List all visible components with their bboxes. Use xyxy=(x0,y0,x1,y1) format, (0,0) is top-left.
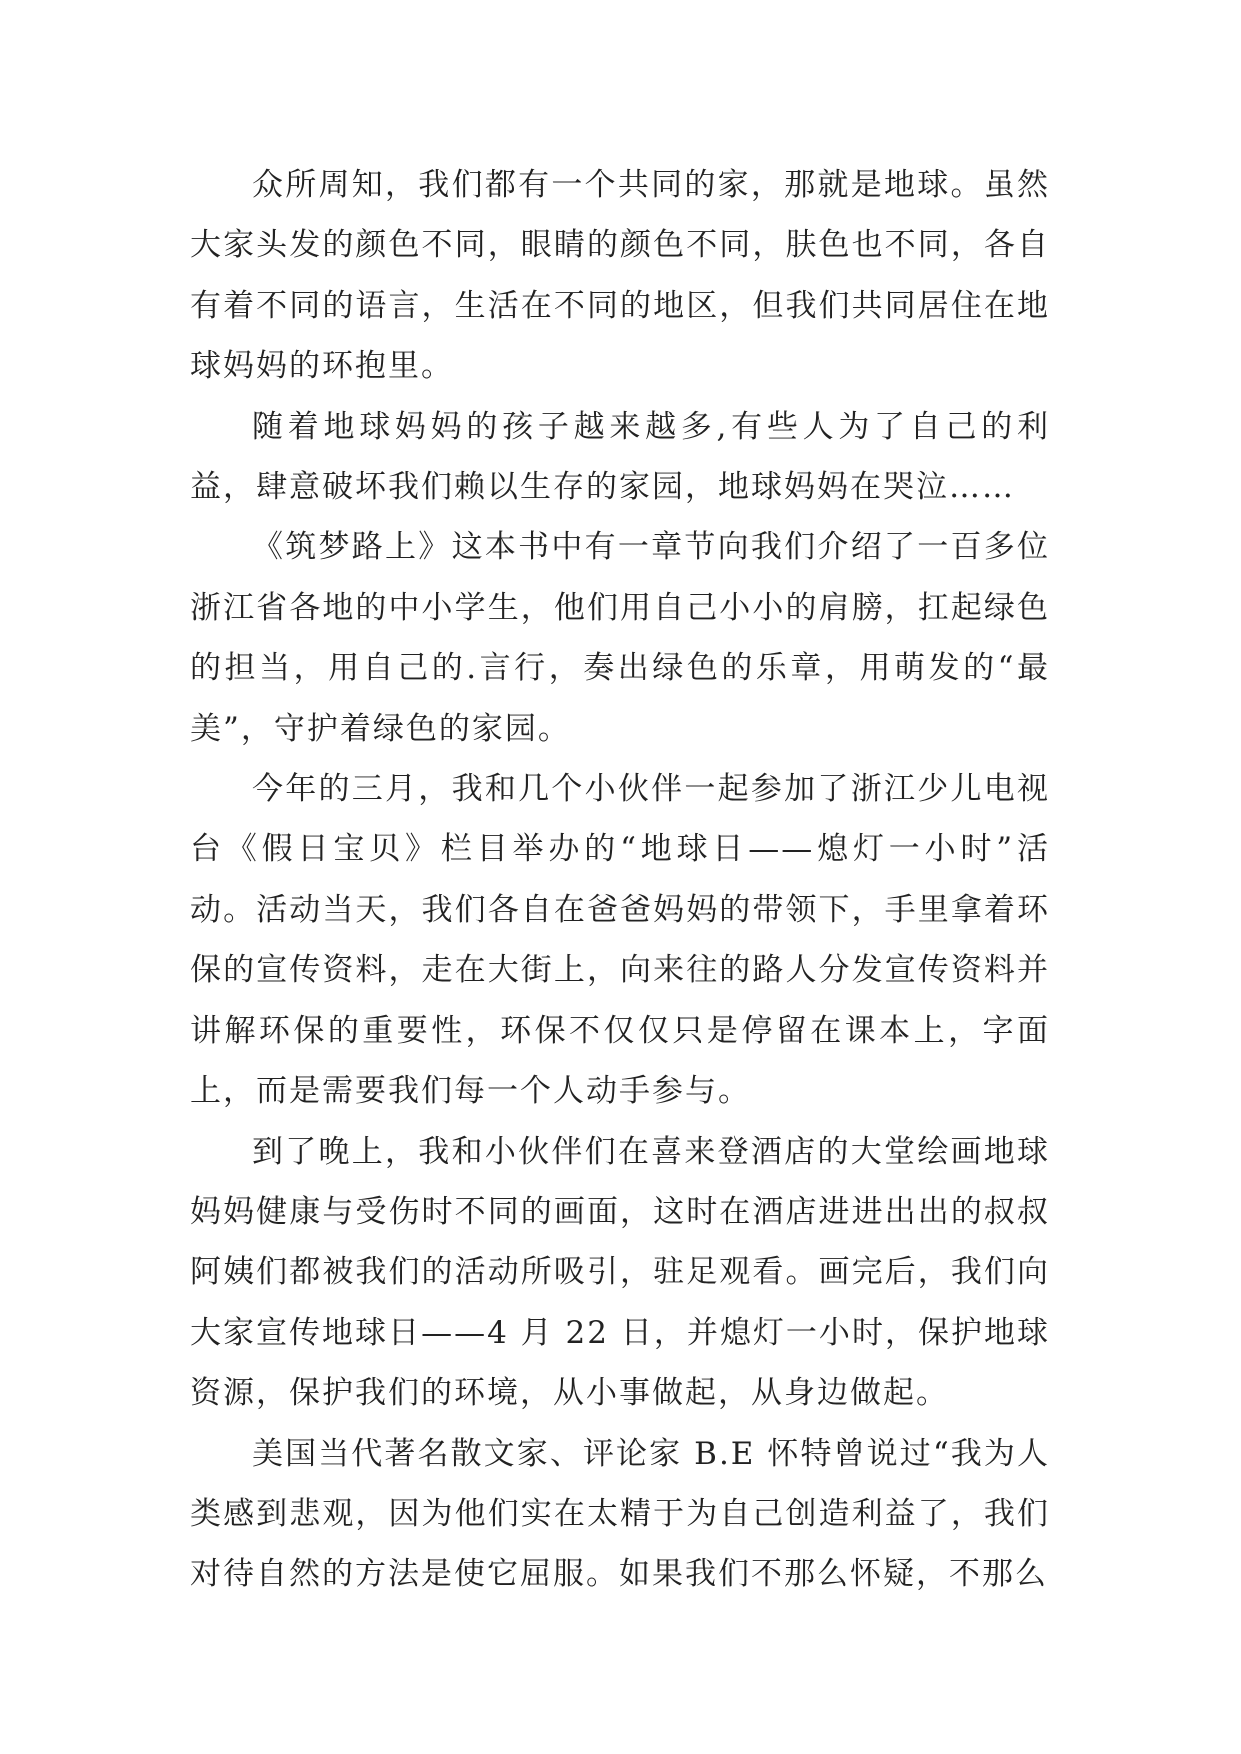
paragraph: 随着地球妈妈的孩子越来越多,有些人为了自己的利益，肆意破坏我们赖以生存的家园，地球妈妈在哭泣…… xyxy=(190,408,1050,506)
paragraph: 《筑梦路上》这本书中有一章节向我们介绍了一百多位浙江省各地的中小学生，他们用自己小小的肩膀，扛起绿色的担当，用自己的.言行，奏出绿色的乐章，用萌发的“最美”，守护着绿色的家园。 xyxy=(190,529,1050,747)
paragraph: 众所周知，我们都有一个共同的家，那就是地球。虽然大家头发的颜色不同，眼睛的颜色不同，肤色也不同，各自有着不同的语言，生活在不同的地区，但我们共同居住在地球妈妈的环抱里。 xyxy=(190,167,1050,385)
paragraph: 到了晚上，我和小伙伴们在喜来登酒店的大堂绘画地球妈妈健康与受伤时不同的画面，这时在酒店进进出出的叔叔阿姨们都被我们的活动所吸引，驻足观看。画完后，我们向大家宣传地球日——4 月 22 日，并熄灯一小时，保护地球资源，保护我们的环境，从小事做起，从身边做起。 xyxy=(190,1133,1050,1412)
paragraph: 美国当代著名散文家、评论家 B.E 怀特曾说过“我为人类感到悲观，因为他们实在太精于为自己创造利益了，我们对待自然的方法是使它屈服。如果我们不那么怀疑，不那么 xyxy=(190,1435,1050,1593)
document-body xyxy=(190,155,1050,1605)
paragraph: 今年的三月，我和几个小伙伴一起参加了浙江少儿电视台《假日宝贝》栏目举办的“地球日——熄灯一小时”活动。活动当天，我们各自在爸爸妈妈的带领下，手里拿着环保的宣传资料，走在大街上，向来往的路人分发宣传资料并讲解环保的重要性，环保不仅仅只是停留在课本上，字面上，而是需要我们每一个人动手参与。 xyxy=(190,771,1050,1110)
